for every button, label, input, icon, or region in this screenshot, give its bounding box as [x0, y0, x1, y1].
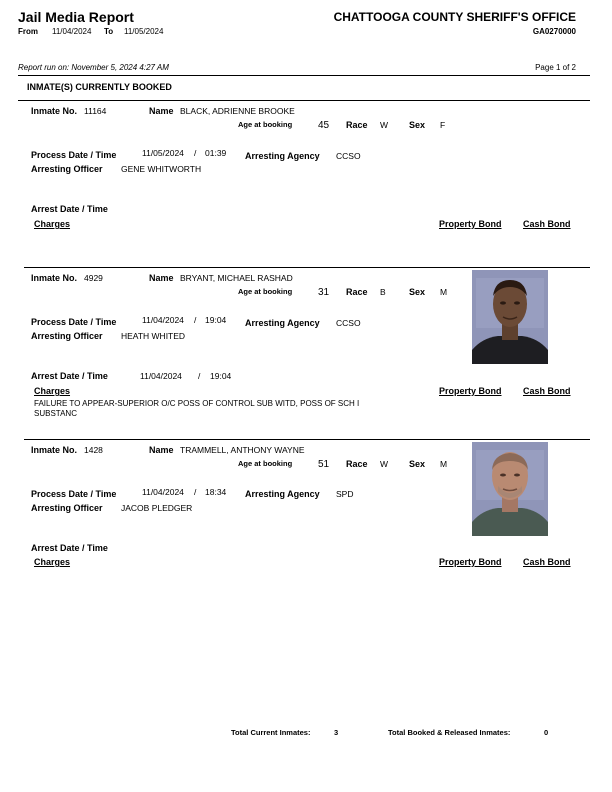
charges-label: Charges — [34, 557, 71, 567]
ori-code: GA0270000 — [532, 27, 576, 36]
charges-label: Charges — [34, 219, 71, 229]
property-bond-label: Property Bond — [439, 386, 502, 396]
agency-value: CCSO — [336, 151, 361, 161]
age-value: 45 — [318, 120, 330, 131]
inmate-no: 11164 — [84, 106, 107, 116]
age-label: Age at booking — [238, 287, 293, 296]
process-date: 11/04/2024 — [142, 487, 184, 497]
agency-value: CCSO — [336, 318, 361, 328]
race-label: Race — [346, 120, 368, 130]
record-divider — [24, 439, 590, 440]
inmate-no-label: Inmate No. — [31, 106, 78, 116]
from-label: From — [18, 27, 38, 36]
cash-bond-label: Cash Bond — [523, 219, 571, 229]
process-time: 19:04 — [205, 315, 227, 325]
mugshot-photo — [472, 442, 548, 536]
slash: / — [198, 371, 201, 381]
officer-value: HEATH WHITED — [121, 331, 186, 341]
section-divider — [18, 100, 590, 101]
name-label: Name — [149, 106, 174, 116]
name-label: Name — [149, 445, 174, 455]
charges-text-cont: SUBSTANC — [34, 409, 77, 418]
cash-bond-label: Cash Bond — [523, 386, 571, 396]
agency-label: Arresting Agency — [245, 489, 320, 499]
officer-label: Arresting Officer — [31, 164, 103, 174]
inmate-no-label: Inmate No. — [31, 445, 78, 455]
race-value: W — [380, 120, 389, 130]
process-time: 18:34 — [205, 487, 227, 497]
arrest-label: Arrest Date / Time — [31, 371, 108, 381]
inmate-no-label: Inmate No. — [31, 273, 78, 283]
total-released-value: 0 — [544, 728, 549, 737]
arrest-label: Arrest Date / Time — [31, 204, 108, 214]
age-value: 31 — [318, 287, 330, 298]
inmate-name: BRYANT, MICHAEL RASHAD — [180, 273, 293, 283]
total-current-value: 3 — [334, 728, 339, 737]
officer-value: JACOB PLEDGER — [121, 503, 193, 513]
sex-label: Sex — [409, 120, 426, 130]
slash: / — [194, 315, 197, 325]
process-label: Process Date / Time — [31, 150, 117, 160]
arrest-date: 11/04/2024 — [140, 371, 182, 381]
age-label: Age at booking — [238, 120, 293, 129]
total-released-label: Total Booked & Released Inmates: — [388, 728, 511, 737]
agency-name: CHATTOOGA COUNTY SHERIFF'S OFFICE — [333, 10, 576, 24]
age-value: 51 — [318, 459, 330, 470]
page-number: Page 1 of 2 — [535, 63, 576, 72]
age-label: Age at booking — [238, 459, 293, 468]
process-label: Process Date / Time — [31, 317, 117, 327]
record-divider — [24, 267, 590, 268]
mugshot-photo — [472, 270, 548, 364]
process-date: 11/05/2024 — [142, 148, 184, 158]
sex-label: Sex — [409, 459, 426, 469]
inmate-no: 1428 — [84, 445, 103, 455]
process-date: 11/04/2024 — [142, 315, 184, 325]
charges-text: FAILURE TO APPEAR-SUPERIOR O/C POSS OF CONTROL SUB WITD, POSS OF SCH I — [34, 399, 360, 408]
sex-value: M — [440, 287, 448, 297]
process-time: 01:39 — [205, 148, 227, 158]
race-value: B — [380, 287, 386, 297]
sex-label: Sex — [409, 287, 426, 297]
officer-label: Arresting Officer — [31, 503, 103, 513]
name-label: Name — [149, 273, 174, 283]
arrest-label: Arrest Date / Time — [31, 543, 108, 553]
sex-value: F — [440, 120, 446, 130]
inmate-name: TRAMMELL, ANTHONY WAYNE — [180, 445, 305, 455]
cash-bond-label: Cash Bond — [523, 557, 571, 567]
race-value: W — [380, 459, 389, 469]
property-bond-label: Property Bond — [439, 557, 502, 567]
agency-value: SPD — [336, 489, 354, 499]
charges-label: Charges — [34, 386, 71, 396]
property-bond-label: Property Bond — [439, 219, 502, 229]
report-title: Jail Media Report — [18, 9, 134, 25]
to-label: To — [104, 27, 114, 36]
slash: / — [194, 487, 197, 497]
report-run-date: Report run on: November 5, 2024 4:27 AM — [18, 63, 169, 72]
inmate-no: 4929 — [84, 273, 103, 283]
race-label: Race — [346, 287, 368, 297]
officer-value: GENE WHITWORTH — [121, 164, 202, 174]
sex-value: M — [440, 459, 448, 469]
section-title: INMATE(S) CURRENTLY BOOKED — [27, 82, 172, 92]
agency-label: Arresting Agency — [245, 318, 320, 328]
header-divider — [18, 75, 590, 76]
from-date: 11/04/2024 — [52, 27, 92, 36]
total-current-label: Total Current Inmates: — [231, 728, 311, 737]
race-label: Race — [346, 459, 368, 469]
to-date: 11/05/2024 — [124, 27, 164, 36]
process-label: Process Date / Time — [31, 489, 117, 499]
arrest-time: 19:04 — [210, 371, 232, 381]
agency-label: Arresting Agency — [245, 151, 320, 161]
inmate-name: BLACK, ADRIENNE BROOKE — [180, 106, 295, 116]
slash: / — [194, 148, 197, 158]
officer-label: Arresting Officer — [31, 331, 103, 341]
